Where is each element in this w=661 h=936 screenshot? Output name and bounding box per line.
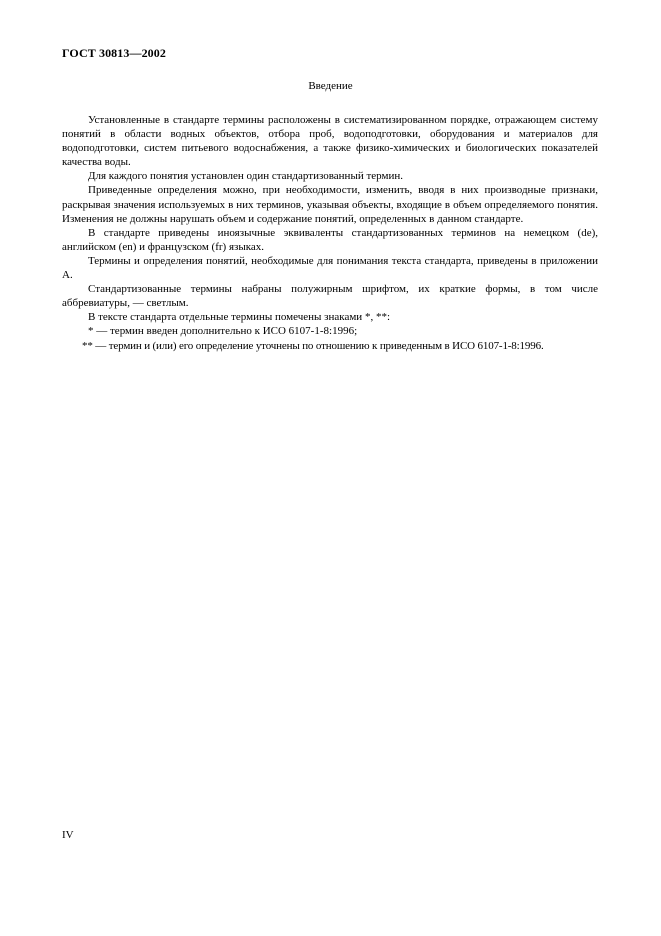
paragraph-equivalents: В стандарте приведены иноязычные эквиваленты стандартизованных терминов на немецком (de), английском (en) и французском (fr) языках. [62,226,598,253]
section-title: Введение [308,80,353,92]
paragraph-terms-order: Установленные в стандарте термины расположены в систематизированном порядке, отражающем систему понятий в области водных объектов, отбора проб, водоподготовки, оборудования и материалов для водоподготовки, систем питьевого водоснабжения, а также физико-химических и биологических показателей качества воды. [62,114,598,169]
note-single-asterisk: * — термин введен дополнительно к ИСО 6107-1-8:1996; [88,325,358,338]
paragraph-definitions: Приведенные определения можно, при необходимости, изменить, вводя в них производные признаки, раскрывая значения используемых в них терминов, указывая объекты, входящие в объем определяемого понятия. Изменения не должны нарушать объем и содержание понятий, определенных в данном стандарте. [62,184,598,225]
paragraph-appendix: Термины и определения понятий, необходимые для понимания текста стандарта, приведены в приложении А. [62,254,598,282]
page-number: IV [62,829,74,841]
introduction-body [62,113,598,353]
paragraph-one-term: Для каждого понятия установлен один стандартизованный термин. [88,170,403,183]
paragraph-markers: В тексте стандарта отдельные термины помечены знаками *, **: [88,311,390,324]
document-code: ГОСТ 30813—2002 [62,46,166,60]
paragraph-typography: Стандартизованные термины набраны полужирным шрифтом, их краткие формы, в том числе аббревиатуры, — светлым. [62,283,598,310]
note-double-asterisk: ** — термин и (или) его определение уточнены по отношению к приведенным в ИСО 6107-1-8:1996. [82,339,544,352]
